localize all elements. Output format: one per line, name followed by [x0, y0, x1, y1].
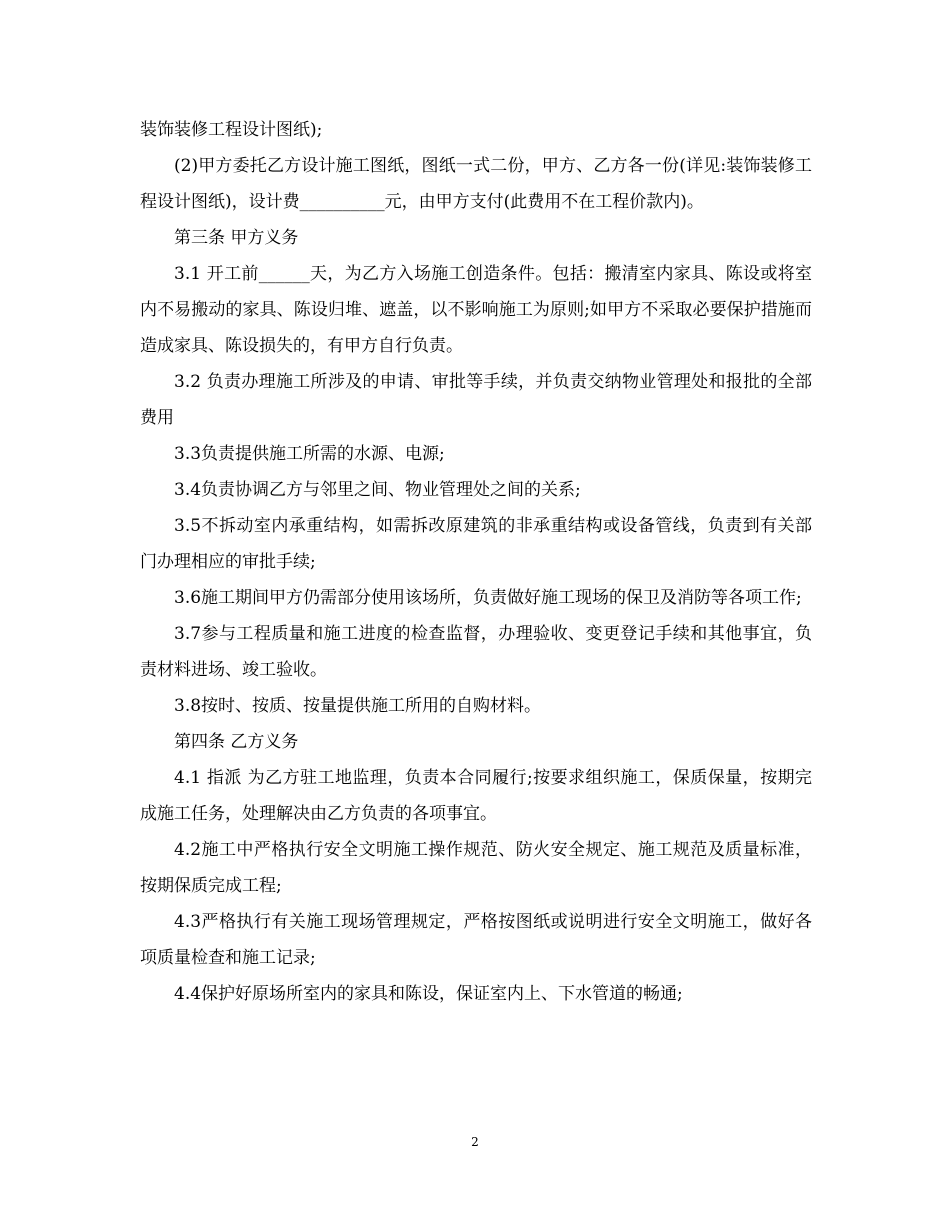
clause-3-3: 3.3负责提供施工所需的水源、电源; [174, 444, 445, 464]
section-heading-4: 第四条 乙方义务 [174, 732, 299, 752]
paragraph-1: 装饰装修工程设计图纸); [140, 120, 323, 140]
clause-3-4: 3.4负责协调乙方与邻里之间、物业管理处之间的关系; [174, 480, 581, 500]
section-heading-3: 第三条 甲方义务 [174, 228, 299, 248]
clause-3-7: 3.7参与工程质量和施工进度的检查监督，办理验收、变更登记手续和其他事宜，负责材料进场、竣工验收。 [140, 624, 812, 680]
document-body [140, 112, 812, 1012]
clause-4-3: 4.3严格执行有关施工现场管理规定，严格按图纸或说明进行安全文明施工，做好各项质量检查和施工记录; [140, 912, 812, 968]
clause-4-1: 4.1 指派 为乙方驻工地监理，负责本合同履行;按要求组织施工，保质保量，按期完成施工任务，处理解决由乙方负责的各项事宜。 [140, 768, 812, 824]
clause-3-5: 3.5不拆动室内承重结构，如需拆改原建筑的非承重结构或设备管线，负责到有关部门办理相应的审批手续; [140, 516, 812, 572]
clause-3-6: 3.6施工期间甲方仍需部分使用该场所，负责做好施工现场的保卫及消防等各项工作; [174, 588, 802, 608]
clause-3-8: 3.8按时、按质、按量提供施工所用的自购材料。 [174, 696, 542, 716]
clause-3-2: 3.2 负责办理施工所涉及的申请、审批等手续，并负责交纳物业管理处和报批的全部费用 [140, 372, 812, 428]
page-number: 2 [471, 1135, 479, 1149]
paragraph-2: (2)甲方委托乙方设计施工图纸，图纸一式二份，甲方、乙方各一份(详见:装饰装修工程设计图纸)，设计费__________元，由甲方支付(此费用不在工程价款内)。 [140, 156, 812, 212]
clause-3-1: 3.1 开工前______天，为乙方入场施工创造条件。包括：搬清室内家具、陈设或将室内不易搬动的家具、陈设归堆、遮盖，以不影响施工为原则;如甲方不采取必要保护措施而造成家具、陈设损失的，有甲方自行负责。 [140, 264, 812, 356]
clause-4-4: 4.4保护好原场所室内的家具和陈设，保证室内上、下水管道的畅通; [174, 984, 683, 1004]
clause-4-2: 4.2施工中严格执行安全文明施工操作规范、防火安全规定、施工规范及质量标准，按期保质完成工程; [140, 840, 812, 896]
